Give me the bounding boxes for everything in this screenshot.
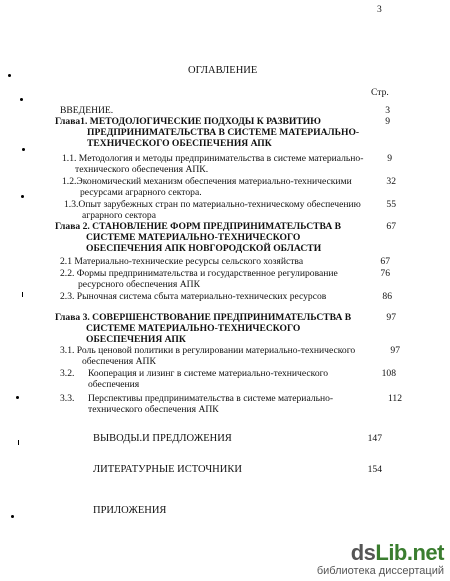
toc-chapter-3-line3: ОБЕСПЕЧЕНИЯ АПК [86, 334, 186, 345]
toc-page: 67 [380, 256, 390, 267]
toc-chapter-2-line3: ОБЕСПЕЧЕНИЯ АПК НОВГОРОДСКОЙ ОБЛАСТИ [86, 243, 322, 254]
toc-page: 97 [386, 312, 396, 323]
toc-section-3-1: 3.1. Роль ценовой политики в регулировании материально-технического [60, 345, 356, 356]
toc-chapter-2: Глава 2. СТАНОВЛЕНИЕ ФОРМ ПРЕДПРИНИМАТЕЛЬСТВА В [55, 221, 342, 232]
toc-page: 3 [385, 105, 390, 116]
margin-mark [20, 98, 23, 101]
toc-chapter-1-line2: ПРЕДПРИНИМАТЕЛЬСТВА В СИСТЕМЕ МАТЕРИАЛЬНО- [87, 127, 360, 138]
margin-mark [8, 74, 11, 77]
toc-section-1-2-line2: ресурсами аграрного сектора. [80, 187, 202, 198]
toc-page: 108 [381, 368, 396, 379]
toc-section-2-2: 2.2. Формы предпринимательства и государственное регулирование [60, 268, 338, 279]
toc-section-3-3-number: 3.3. [60, 393, 75, 404]
toc-section-1-1: 1.1. Методология и методы предпринимательства в системе материально- [62, 153, 364, 164]
toc-section-2-3: 2.3. Рыночная система сбыта материально-технических ресурсов [60, 291, 327, 302]
toc-section-3-2-number: 3.2. [60, 368, 75, 379]
toc-section-3-2-line2: обеспечения [88, 379, 140, 390]
toc-chapter-2-line2: СИСТЕМЕ МАТЕРИАЛЬНО-ТЕХНИЧЕСКОГО [86, 232, 301, 243]
toc-chapter-3: Глава 3. СОВЕРШЕНСТВОВАНИЕ ПРЕДПРИНИМАТЕЛЬСТВА В [55, 312, 352, 323]
toc-section-3-3: Перспективы предпринимательства в системе материально- [88, 393, 334, 404]
toc-conclusions: ВЫВОДЫ.И ПРЕДЛОЖЕНИЯ [93, 433, 232, 444]
toc-section-1-3-line2: аграрного сектора [82, 210, 156, 221]
margin-mark [21, 195, 24, 198]
toc-page: 154 [367, 464, 382, 475]
toc-page: 97 [390, 345, 400, 356]
toc-page: 67 [386, 221, 396, 232]
margin-mark [16, 396, 19, 399]
toc-section-3-3-line2: технического обеспечения АПК [88, 404, 219, 415]
page-number: 3 [377, 4, 382, 15]
watermark [317, 542, 444, 577]
toc-appendices: ПРИЛОЖЕНИЯ [93, 505, 167, 516]
page-column-header: Стр. [371, 87, 389, 98]
toc-section-1-3: 1.3.Опыт зарубежных стран по материально-техническому обеспечению [64, 199, 361, 210]
margin-mark [22, 292, 23, 297]
toc-entry-introduction: ВВЕДЕНИЕ. [60, 105, 114, 116]
toc-page: 147 [367, 433, 382, 444]
toc-section-1-2: 1.2.Экономический механизм обеспечения материально-техническими [62, 176, 352, 187]
toc-chapter-1: Глава1. МЕТОДОЛОГИЧЕСКИЕ ПОДХОДЫ К РАЗВИТИЮ [55, 116, 321, 127]
toc-chapter-3-line2: СИСТЕМЕ МАТЕРИАЛЬНО-ТЕХНИЧЕСКОГО [86, 323, 301, 334]
watermark-subtitle: библиотека диссертаций [316, 565, 444, 577]
toc-page: 86 [382, 291, 392, 302]
toc-section-3-2: Кооперация и лизинг в системе материально-технического [88, 368, 329, 379]
margin-mark [11, 515, 14, 518]
margin-mark [18, 440, 19, 445]
toc-page: 55 [386, 199, 396, 210]
toc-section-2-1: 2.1 Материально-технические ресурсы сельского хозяйства [60, 256, 304, 267]
toc-page: 76 [380, 268, 390, 279]
toc-title: ОГЛАВЛЕНИЕ [188, 65, 258, 76]
toc-page: 9 [385, 116, 390, 127]
watermark-logo: dsLib.net [350, 540, 444, 565]
toc-section-2-2-line2: ресурсного обеспечения АПК [78, 279, 200, 290]
toc-chapter-1-line3: ТЕХНИЧЕСКОГО ОБЕСПЕЧЕНИЯ АПК [87, 138, 272, 149]
toc-page: 32 [386, 176, 396, 187]
toc-section-3-1-line2: обеспечения АПК [82, 356, 156, 367]
toc-page: 9 [387, 153, 392, 164]
toc-references: ЛИТЕРАТУРНЫЕ ИСТОЧНИКИ [93, 464, 242, 475]
toc-section-1-1-line2: технического обеспечения АПК. [75, 164, 209, 175]
margin-mark [22, 148, 25, 151]
toc-page: 112 [387, 393, 402, 404]
